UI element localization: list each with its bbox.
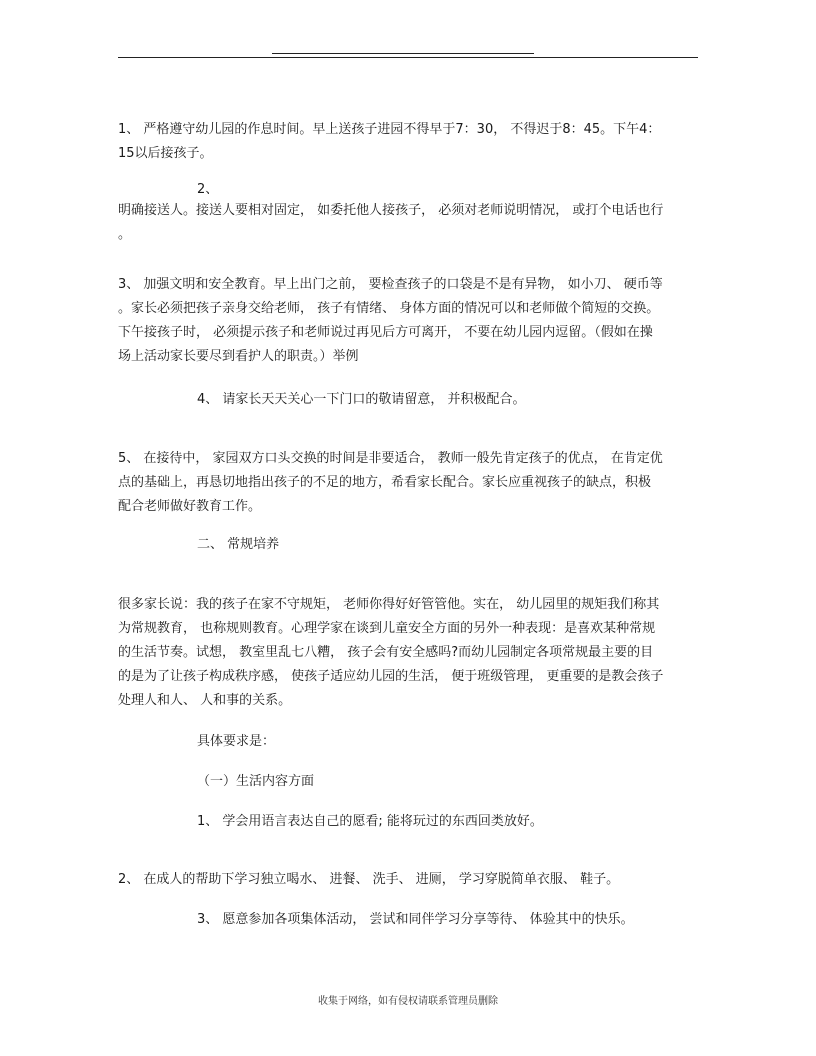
list-item-1: 1、 学会用语言表达自己的愿看; 能将玩过的东西回类放好。	[197, 814, 543, 829]
paragraph-item-2-number: 2、	[197, 182, 219, 197]
paragraph-item-4: 4、 请家长天天关心一下门口的敬请留意， 并积极配合。	[197, 392, 526, 407]
list-item-2: 2、 在成人的帮助下学习独立喝水、 进餐、 洗手、 进厕， 学习穿脱简单衣服、 鞋子。	[118, 872, 620, 887]
paragraph-item-1: 1、 严格遵守幼儿园的作息时间。早上送孩子进园不得早于7：30， 不得迟于8：45。下午4： 15以后接孩子。	[118, 122, 661, 161]
page-footer: 收集于网络，如有侵权请联系管理员删除	[318, 996, 498, 1007]
paragraph-routine-intro: 很多家长说：我的孩子在家不守规矩， 老师你得好好管管他。实在， 幼儿园里的规矩我们称其 为常规教育， 也称规则教育。心理学家在谈到儿童安全方面的另外一种表现：是喜欢某种常规 的生活节奏。试想， 教室里乱七八糟， 孩子会有安全感吗?而幼儿园制定各项常规最主要的目 的是为了让孩子构成秩序感， 使孩子适应幼儿园的生活， 便于班级管理， 更重要的是教会孩子 处理人和人、 人和事的关系。	[118, 597, 664, 708]
paragraph-item-5: 5、 在接待中， 家园双方口头交换的时间是非要适合， 教师一般先肯定孩子的优点， 在肯定优 点的基础上，再恳切地指出孩子的不足的地方，希看家长配合。家长应重视孩子的缺点，积极 配合老师做好教育工作。	[118, 451, 663, 514]
subheading-life-content: （一）生活内容方面	[197, 774, 315, 789]
section-heading-routine: 二、 常规培养	[197, 537, 280, 552]
list-item-3: 3、 愿意参加各项集体活动， 尝试和同伴学习分享等待、 体验其中的快乐。	[197, 912, 634, 927]
paragraph-item-3: 3、 加强文明和安全教育。早上出门之前， 要检查孩子的口袋是不是有异物， 如小刀、 硬币等 。家长必须把孩子亲身交给老师， 孩子有情绪、 身体方面的情况可以和老师做个简短的交换。 下午接孩子时， 必须提示孩子和老师说过再见后方可离开， 不要在幼儿园内逗留。（假如在操 场上活动家长要尽到看护人的职责。）举例	[118, 277, 663, 364]
paragraph-requirements: 具体要求是：	[197, 734, 276, 749]
paragraph-item-2: 明确接送人。接送人要相对固定， 如委托他人接孩子， 必须对老师说明情况， 或打个电话也行 。	[118, 203, 664, 242]
header-rule-inner	[272, 53, 534, 54]
header-rule-outer	[118, 57, 698, 58]
